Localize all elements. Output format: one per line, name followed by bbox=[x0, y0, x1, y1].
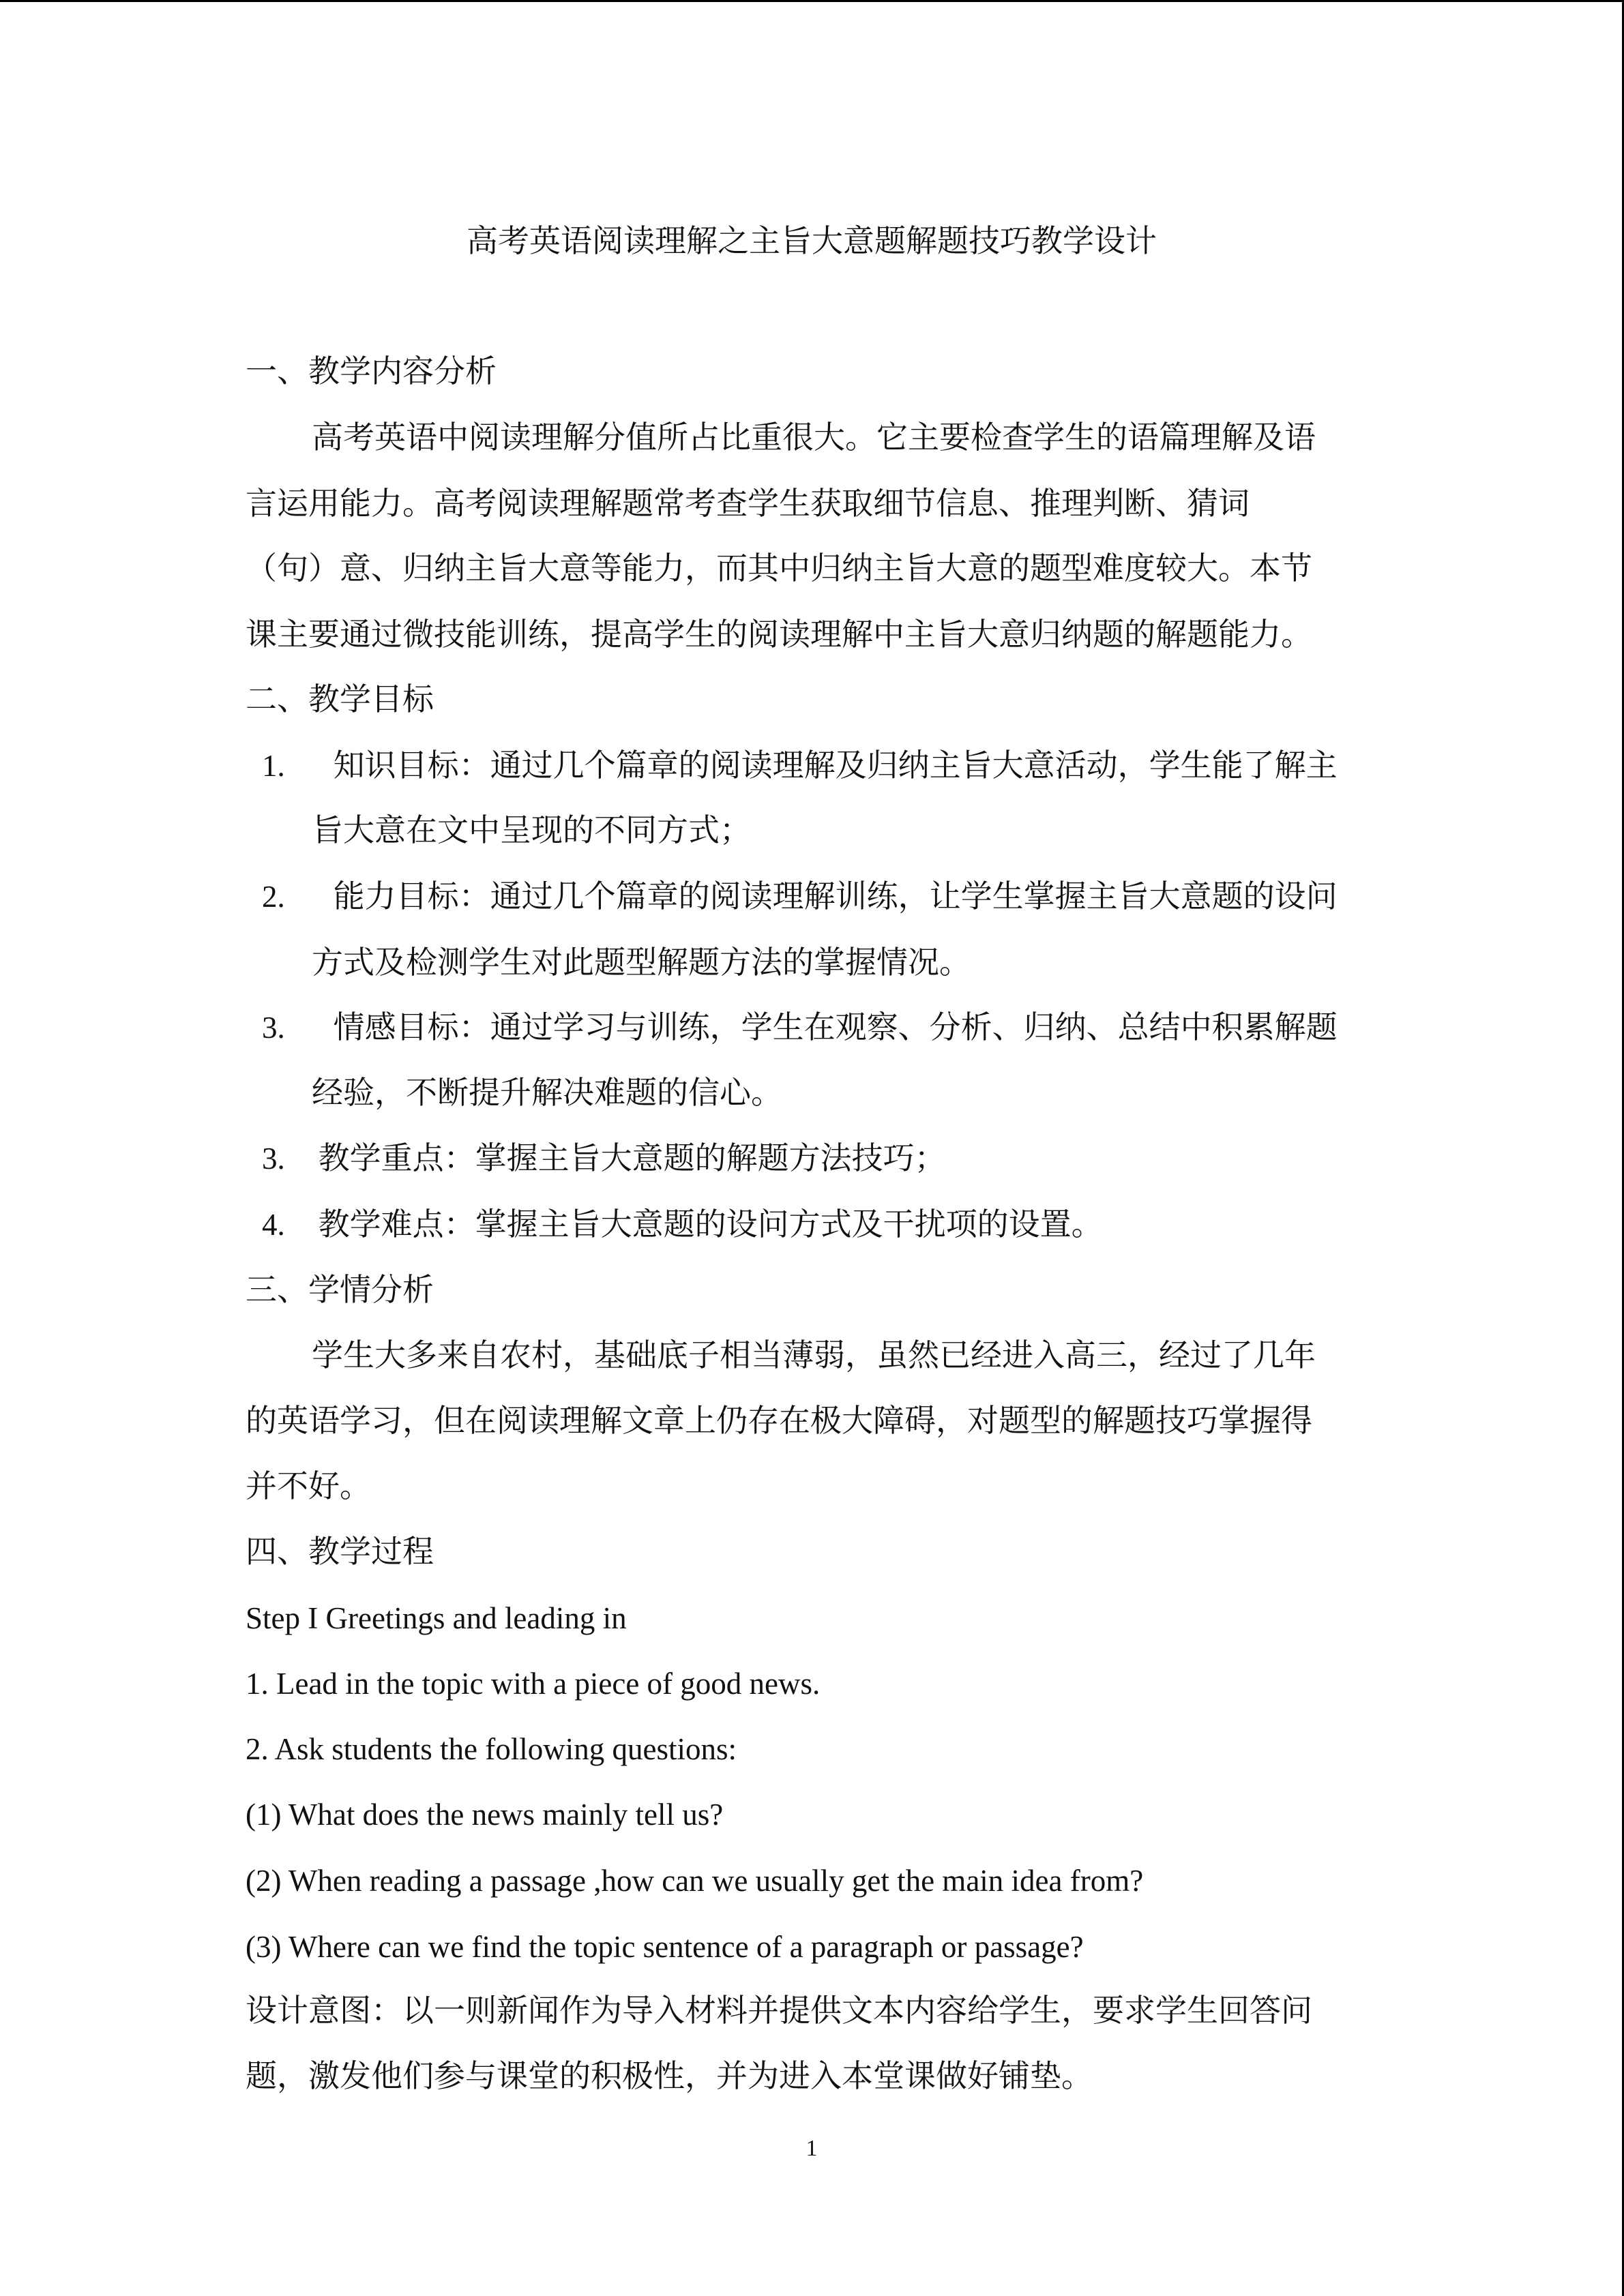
section-heading-objectives: 二、教学目标 bbox=[246, 681, 434, 717]
english-line: (3) Where can we find the topic sentence of a paragraph or passage? bbox=[246, 1930, 1084, 1964]
design-intent-line: 设计意图：以一则新闻作为导入材料并提供文本内容给学生，要求学生回答问 bbox=[246, 1992, 1312, 2029]
difficulty-item bbox=[262, 1204, 1103, 1245]
section-heading-teaching-process: 四、教学过程 bbox=[246, 1533, 434, 1570]
objective-text: 知识目标：通过几个篇章的阅读理解及归纳主旨大意活动，学生能了解主 bbox=[333, 747, 1338, 784]
objective-text-cont: 方式及检测学生对此题型解题方法的掌握情况。 bbox=[312, 944, 971, 981]
objective-text: 能力目标：通过几个篇章的阅读理解训练，让学生掌握主旨大意题的设问 bbox=[333, 878, 1338, 914]
design-intent-line: 题，激发他们参与课堂的积极性，并为进入本堂课做好铺垫。 bbox=[246, 2057, 1093, 2094]
section-heading-student-analysis: 三、学情分析 bbox=[246, 1271, 434, 1308]
paragraph-line: 并不好。 bbox=[246, 1467, 371, 1504]
paragraph-line: 言运用能力。高考阅读理解题常考查学生获取细节信息、推理判断、猜词 bbox=[246, 485, 1250, 522]
list-number: 3. bbox=[262, 1142, 285, 1176]
list-number: 1. bbox=[262, 749, 285, 783]
objective-item bbox=[262, 745, 1338, 786]
objective-item bbox=[262, 1007, 1338, 1048]
step-heading: Step I Greetings and leading in bbox=[246, 1601, 627, 1635]
key-point-text: 教学重点：掌握主旨大意题的解题方法技巧； bbox=[318, 1139, 946, 1176]
list-number: 3. bbox=[262, 1011, 285, 1045]
paragraph-line: （句）意、归纳主旨大意等能力，而其中归纳主旨大意的题型难度较大。本节 bbox=[246, 550, 1312, 586]
list-number: 4. bbox=[262, 1208, 285, 1242]
paragraph-line: 高考英语中阅读理解分值所占比重很大。它主要检查学生的语篇理解及语 bbox=[312, 419, 1316, 456]
page-number: 1 bbox=[806, 2136, 818, 2161]
objective-item bbox=[262, 876, 1338, 917]
section-heading-content-analysis: 一、教学内容分析 bbox=[246, 353, 497, 389]
paragraph-line: 课主要通过微技能训练，提高学生的阅读理解中主旨大意归纳题的解题能力。 bbox=[246, 616, 1312, 653]
objective-text-cont: 旨大意在文中呈现的不同方式； bbox=[312, 811, 751, 848]
english-line: 2. Ask students the following questions: bbox=[246, 1732, 737, 1766]
key-point-item bbox=[262, 1137, 946, 1179]
document-title: 高考英语阅读理解之主旨大意题解题技巧教学设计 bbox=[467, 222, 1157, 259]
english-line: (2) When reading a passage ,how can we usually get the main idea from? bbox=[246, 1864, 1144, 1898]
paragraph-line: 学生大多来自农村，基础底子相当薄弱，虽然已经进入高三，经过了几年 bbox=[312, 1337, 1316, 1373]
objective-text-cont: 经验，不断提升解决难题的信心。 bbox=[312, 1074, 782, 1111]
document-page bbox=[246, 0, 1378, 2296]
list-number: 2. bbox=[262, 880, 285, 914]
english-line: (1) What does the news mainly tell us? bbox=[246, 1798, 724, 1832]
difficulty-text: 教学难点：掌握主旨大意题的设问方式及干扰项的设置。 bbox=[318, 1206, 1103, 1242]
english-line: 1. Lead in the topic with a piece of good news. bbox=[246, 1667, 821, 1701]
objective-text: 情感目标：通过学习与训练，学生在观察、分析、归纳、总结中积累解题 bbox=[333, 1009, 1338, 1045]
paragraph-line: 的英语学习，但在阅读理解文章上仍存在极大障碍，对题型的解题技巧掌握得 bbox=[246, 1402, 1312, 1439]
